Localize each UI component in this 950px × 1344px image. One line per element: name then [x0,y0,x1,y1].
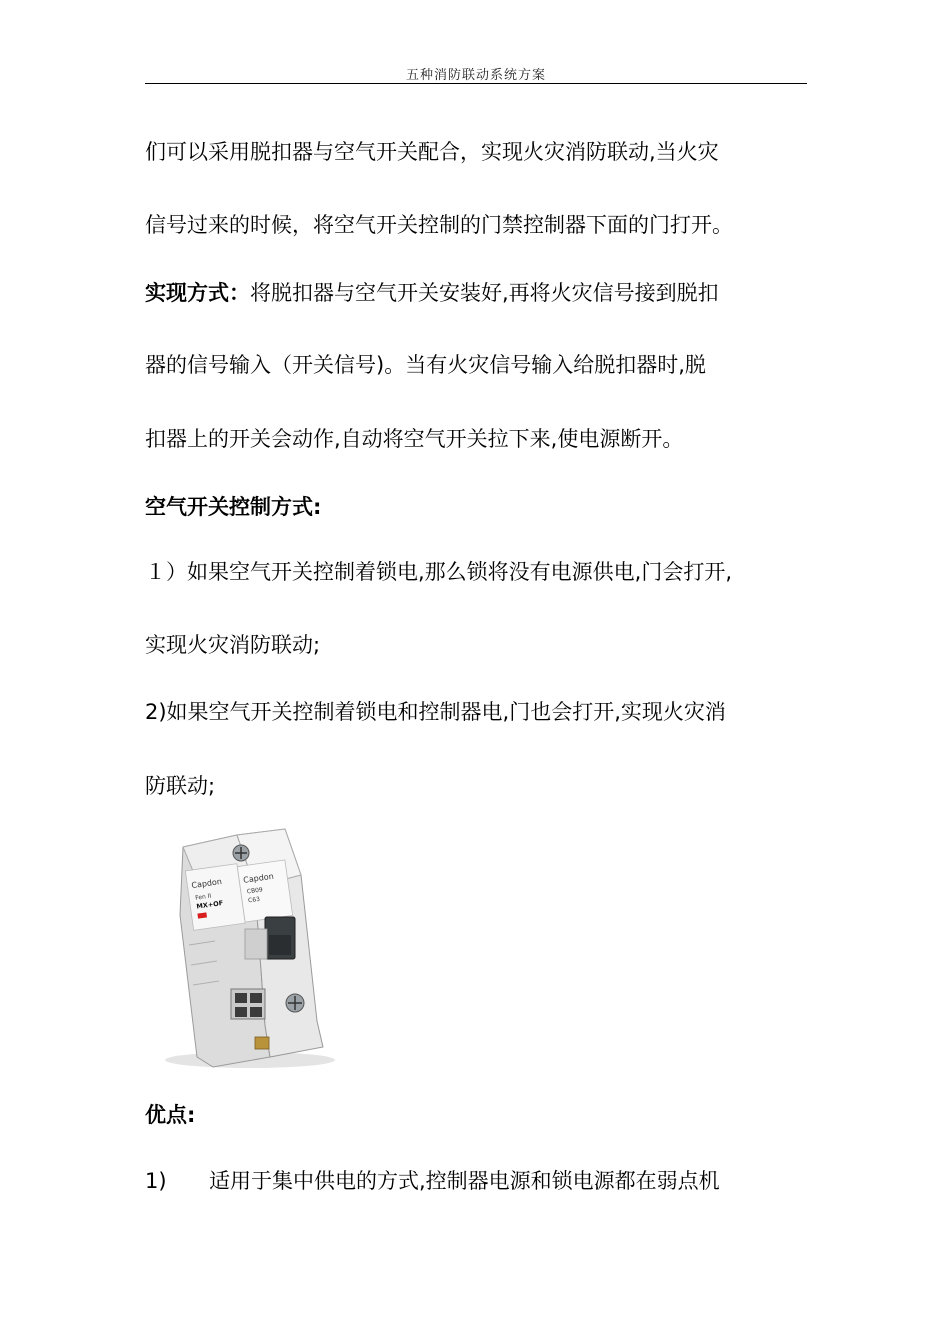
paragraph-line [145,278,825,308]
header-divider [145,83,807,84]
list-item [145,1166,825,1196]
impl-text: 将脱扣器与空气开关安装好,再将火灾信号接到脱扣 [250,281,719,305]
photo-left-label: Fen II [194,892,212,902]
list-item-text: 适用于集中供电的方式,控制器电源和锁电源都在弱点机 [209,1169,720,1193]
list-item: １）如果空气开关控制着锁电,那么锁将没有电源供电,门会打开, [145,560,733,584]
paragraph-line: 们可以采用脱扣器与空气开关配合，实现火灾消防联动,当火灾 [145,140,719,164]
list-number: 1) [145,1169,167,1193]
paragraph-line: 信号过来的时候，将空气开关控制的门禁控制器下面的门打开。 [145,213,733,237]
photo-right-model: C63 [247,895,261,905]
photo-right-series: CB09 [246,886,264,896]
page-header-title: 五种消防联动系统方案 [405,68,546,83]
photo-left-model: MX+OF [195,898,224,911]
paragraph-line: 器的信号输入（开关信号)。当有火灾信号输入给脱扣器时,脱 [145,353,706,377]
list-item: 2)如果空气开关控制着锁电和控制器电,门也会打开,实现火灾消 [145,700,726,724]
section-heading: 空气开关控制方式: [145,495,322,519]
section-heading-advantages: 优点: [145,1103,196,1127]
photo-brand-right: Capdon [242,871,275,885]
circuit-breaker-photo [145,825,342,1072]
list-item-continuation: 实现火灾消防联动; [145,633,321,657]
photo-brand-left: Capdon [190,876,223,891]
impl-label: 实现方式： [145,281,250,305]
paragraph-line: 扣器上的开关会动作,自动将空气开关拉下来,使电源断开。 [145,427,684,451]
list-item-continuation: 防联动; [145,774,216,798]
